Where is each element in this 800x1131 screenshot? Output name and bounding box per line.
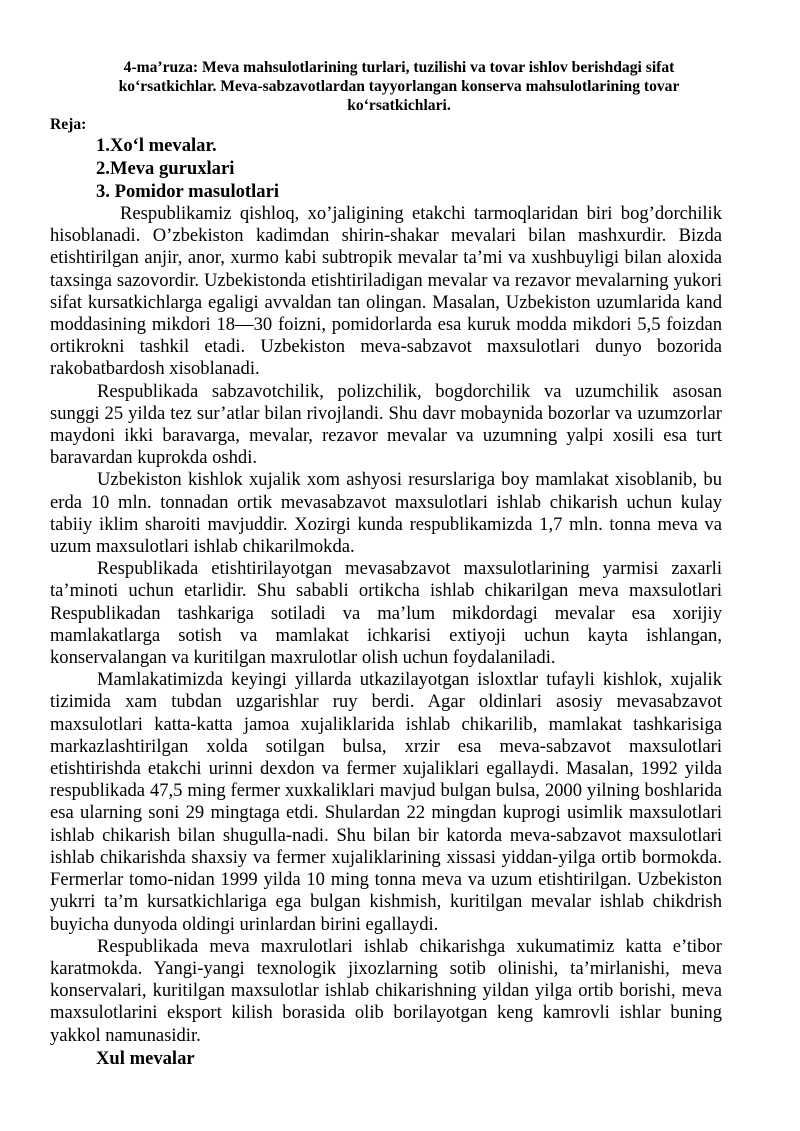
plan-list	[50, 134, 722, 203]
paragraph-2: Respublikada sabzavotchilik, polizchilik, bogdorchilik va uzumchilik asosan sunggi 25 yilda tez sur’atlar bilan rivojlandi. Shu davr mobaynida bozorlar va uzumzorlar maydoni ikki baravarga, mevalar, rezavor mevalar va uzumning yalpi xosili esa turt baravardan kuprokda oshdi.	[50, 380, 722, 469]
paragraph-4: Respublikada etishtirilayotgan mevasabzavot maxsulotlarining yarmisi zaxarli ta’minoti uchun etarlidir. Shu sababli ortikcha ishlab chikarilgan meva maxsulotlari Respublikadan tashkariga sotiladi va ma’lum mikdordagi mevalar esa xorijiy mamlakatlarga sotish va mamlakat ichkarisi extiyoji uchun kayta ishlangan, konservalangan va kuritilgan maxrulotlar olish uchun foydalaniladi.	[50, 558, 722, 669]
plan-label: Reja:	[50, 116, 87, 133]
paragraph-6: Respublikada meva maxrulotlari ishlab chikarishga xukumatimiz katta e’tibor karatmokda. Yangi-yangi texnologik jixozlarning sotib olinishi, ta’mirlanishi, meva konservalari, kuritilgan maxsulotlar ishlab chikarishning yildan yilga ortib borishi, meva maxsulotlarini eksport kilish borasida olib borilayotgan keng kamrovli ishlar buning yakkol namunasidir.	[50, 935, 722, 1046]
plan-item-1: 1.Xo‘l mevalar.	[96, 135, 217, 156]
plan-item-3: 3. Pomidor masulotlari	[96, 181, 280, 202]
document-title: 4-ma’ruza: Meva mahsulotlarining turlari, tuzilishi va tovar ishlov berishdagi sifat ko‘rsatkichlar. Meva-sabzavotlardan tayyorlangan konserva mahsulotlarining tovar ko‘rsatkichlari.	[118, 59, 680, 114]
paragraph-3: Uzbekiston kishlok xujalik xom ashyosi resurslariga boy mamlakat xisoblanib, bu erda 10 mln. tonnadan ortik mevasabzavot maxsulotlari ishlab chikarish uchun kulay tabiiy iklim sharoiti mavjuddir. Xozirgi kunda respublikamizda 1,7 mln. tonna meva va uzum maxsulotlari ishlab chikarilmokda.	[50, 469, 722, 558]
paragraph-1: Respublikamiz qishloq, xo’jaligining etakchi tarmoqlaridan biri bog’dorchilik hisoblanadi. O’zbekiston kadimdan shirin-shakar mevalari bilan mashxurdir. Bizda etishtirilgan anjir, anor, xurmo kabi subtropik mevalar ta’mi va xushbuyligi bilan aloxida taxsinga sazovordir. Uzbekistonda etishtiriladigan mevalar va rezavor mevalarning yukori sifat kursatkichlarga egaligi avvaldan tan olingan. Masalan, Uzbekiston uzumlarida kand moddasining mikdori 18—30 foizni, pomidorlarda esa kuruk modda mikdori 5,5 foizdan ortikrokni tashkil etadi. Uzbekiston meva-sabzavot maxsulotlari dunyo bozorida rakobatbardosh xisoblanadi.	[50, 203, 722, 380]
plan-item-2: 2.Meva guruxlari	[96, 158, 235, 179]
paragraph-5: Mamlakatimizda keyingi yillarda utkazilayotgan isloxtlar tufayli kishlok, xujalik tizimida xam tubdan uzgarishlar ruy berdi. Agar oldinlari asosiy mevasabzavot maxsulotlari katta-katta jamoa xujaliklarida ishlab chikarilib, mamlakat tashkarisiga markazlashtirilgan xolda sotilgan bulsa, xrzir esa meva-sabzavot maxsulotlari etishtirishda etakchi urinni dexdon va fermer xujaliklari egallaydi. Masalan, 1992 yilda respublikada 47,5 ming fermer xuxkaliklari mavjud bulgan bulsa, 2000 yilning boshlarida esa ularning soni 29 mingtaga etdi. Shulardan 22 mingdan kuprogi usimlik maxsulotlari ishlab chikarish bilan shugulla-nadi. Shu bilan bir katorda meva-sabzavot maxsulotlari ishlab chikarishda shaxsiy va fermer xujaliklarining xissasi yiddan-yilga ortib bormokda. Fermerlar tomo-nidan 1999 yilda 10 ming tonna meva va uzum etishtirilgan. Uzbekiston yukrri ta’m kursatkichlariga ega bulgan kishmish, kuritilgan mevalar ishlab chikdrish buyicha dunyoda oldingi urinlardan birini egallaydi.	[50, 669, 722, 935]
section-heading: Xul mevalar	[96, 1047, 195, 1069]
